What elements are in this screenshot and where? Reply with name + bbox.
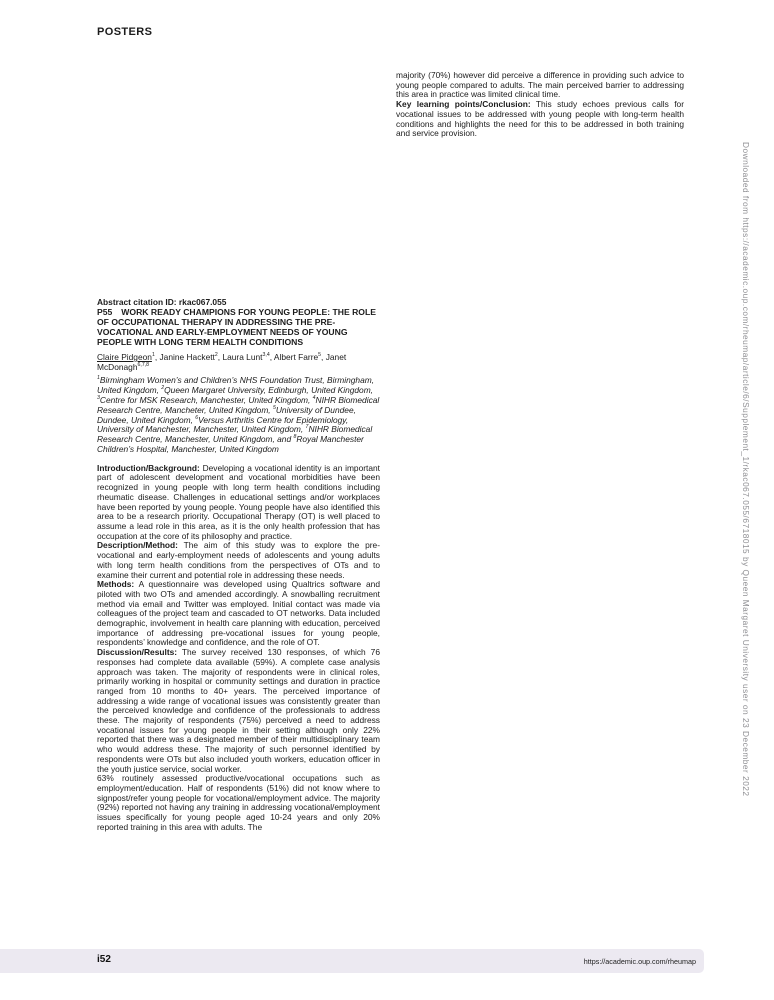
abstract-paragraph: Methods: A questionnaire was developed using Qualtrics software and piloted with two OTs and amended accordingly. A snowballing recruitment method via email and Twitter was employed. Initial contact was made via colleagues of the project team and cascaded to OT networks. Data included demographic, involvement in health care planning with education, perceived importance of addressing pre-vocational issues for young people, respondents’ knowledge and confidence, and the role of OT.	[97, 579, 380, 648]
journal-url-link[interactable]: https://academic.oup.com/rheumap	[583, 957, 696, 966]
abstract-title	[97, 307, 380, 347]
affiliation-sup: 5	[272, 405, 276, 411]
abstract-citation-id: Abstract citation ID: rkac067.055	[97, 297, 227, 307]
section-label: Introduction/Background:	[97, 462, 200, 473]
author-affiliation-sup: 5	[318, 352, 322, 359]
abstract-number: P55	[97, 307, 113, 317]
download-watermark: Downloaded from https://academic.oup.com/rheumap/article/6/Supplement_1/rkac067.055/6718015 by Queen Margaret University user on 23 December 2022	[741, 142, 751, 797]
author-list: Claire Pidgeon$^1$, Janine Hackett$^2$, Laura Lunt$^{3,4}$, Albert Farre$^5$, Janet McDonagh$^{6,7,8}$	[97, 352, 347, 372]
abstract-paragraph: Discussion/Results: The survey received 130 responses, of which 76 responses had complete data available (59%). A complete case analysis approach was taken. The majority of respondents were in clinical roles, primarily working in hospital or community settings and duration in practice ranged from 10 months to 40+ years. The perceived importance of addressing a wide range of vocational issues was consistently greater than the perceived knowledge and confidence of the professionals to address these. The majority of respondents (75%) perceived a need to address vocational issues for young people in their setting although only 22% reported that there was a designated member of their multidisciplinary team who would address these. The majority of such personnel identified by respondents were OTs but also included youth workers, education officer in the youth justice service, social worker.	[97, 647, 380, 774]
author-affiliation-sup: 1	[151, 352, 155, 359]
affiliation-list: $^1$Birmingham Women’s and Children’s NHS Foundation Trust, Birmingham, United Kingdom, $^2$Queen Margaret University, Edinburgh, United Kingdom, $^3$Centre for MSK Research, Manchester, United Kingdom, $^4$NIHR Biomedical Research Centre, Mancheter, United Kingdom, $^5$University of Dundee, Dundee, United Kingdom, $^6$Versus Arthritis Centre for Epidemiology, University of Manchester, Manchester, United Kingdom, $^7$NIHR Biomedical Research Centre, Manchester, United Kingdom, and $^8$Royal Manchester Children’s Hospital, Manchester, United Kingdom	[97, 375, 380, 454]
footer-bar	[0, 949, 704, 973]
author-name: Laura Lunt	[222, 352, 263, 362]
abstract-paragraph: Introduction/Background: Developing a vocational identity is an important part of adolescent development and vocational morbidities have been recognized in young people with long term health conditions including rheumatic disease. Challenges in educational settings and/or workplaces have been reported by young people. Young people have also identified this area to be a research priority. Occupational Therapy (OT) is well placed to assume a lead role in this area, as it is the only health profession that has occupation at the core of its philosophy and practice.	[97, 462, 381, 541]
author-name: Albert Farre	[273, 352, 319, 362]
affiliation-sup: 8	[293, 434, 297, 441]
abstract-paragraph: majority (70%) however did perceive a difference in providing such advice to young people compared to adults. The main perceived barrier to addressing this area in practice was limited clinical time.	[396, 70, 684, 100]
section-label: Methods:	[97, 579, 135, 590]
section-label: Discussion/Results:	[97, 647, 178, 658]
right-column	[396, 71, 684, 139]
affiliation-sup: 2	[161, 385, 165, 392]
affiliation-sup: 1	[97, 375, 100, 382]
affiliation-sup: 4	[312, 395, 316, 402]
author-name: Claire Pidgeon	[97, 352, 152, 362]
abstract-paragraph: Key learning points/Conclusion: This study echoes previous calls for vocational issues to be addressed with young people with long-term health conditions and highlights the need for this to be addressed in both training and service provision.	[396, 99, 684, 139]
author-affiliation-sup: 2	[214, 352, 218, 359]
section-label: Key learning points/Conclusion:	[396, 99, 531, 110]
page-number: i52	[97, 954, 111, 965]
section-label: Description/Method:	[97, 540, 178, 551]
affiliation-sup: 7	[305, 424, 309, 431]
author-affiliation-sup: 3,4	[262, 352, 270, 359]
left-column	[97, 297, 380, 833]
affiliation-sup: 3	[97, 395, 100, 402]
abstract-body	[97, 464, 380, 833]
running-head: POSTERS	[97, 26, 153, 38]
author-affiliation-sup: 6,7,8	[137, 361, 150, 368]
author-name: Janet McDonagh	[97, 352, 347, 372]
affiliation-sup: 6	[195, 414, 199, 421]
abstract-paragraph: Description/Method: The aim of this study was to explore the pre-vocational and early-employment needs of adolescents and young adults with long term health conditions from the perspectives of OTs and to examine their current and potential role in addressing these needs.	[97, 540, 380, 580]
abstract-paragraph: 63% routinely assessed productive/vocational occupations such as employment/education. Half of respondents (51%) did not know where to signpost/refer young people for vocational/employment advice. The majority (92%) reported not having any training in addressing vocational/employment issues specifically for young people aged 10-24 years and only 20% reported training in this area with adults. The	[97, 773, 380, 832]
abstract-title-text: WORK READY CHAMPIONS FOR YOUNG PEOPLE: THE ROLE OF OCCUPATIONAL THERAPY IN ADDRESSING THE PRE-VOCATIONAL AND EARLY-EMPLOYMENT NEEDS OF YOUNG PEOPLE WITH LONG TERM HEALTH CONDITIONS	[97, 307, 376, 347]
right-column-paragraphs	[396, 71, 684, 139]
author-name: Janine Hackett	[159, 352, 215, 362]
